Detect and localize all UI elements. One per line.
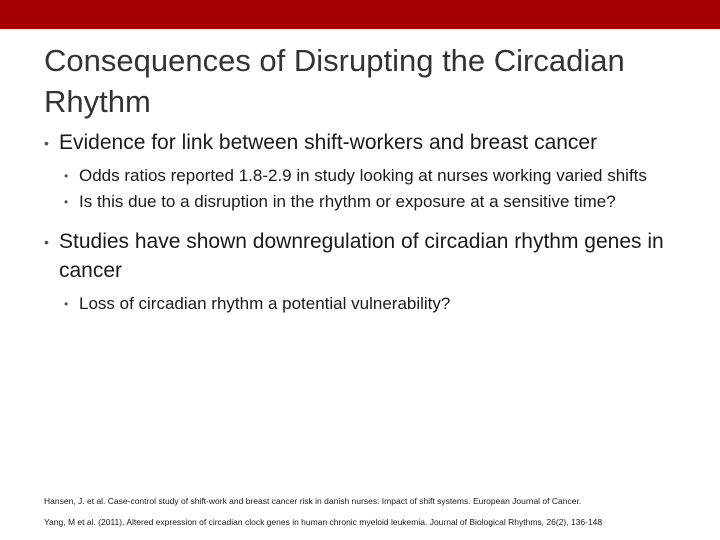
sub-bullet-text: Loss of circadian rhythm a potential vulnerability? [79, 294, 451, 313]
bullet-dot-icon: • [44, 234, 49, 250]
bullet-dot-icon: • [64, 195, 69, 209]
top-accent-bar [0, 0, 720, 29]
sub-bullet-odds-ratios [64, 165, 684, 187]
bullet-text: Evidence for link between shift-workers and breast cancer [59, 131, 598, 154]
slide-body [44, 128, 684, 315]
sub-bullet-disruption-question [64, 191, 684, 213]
bullet-dot-icon: • [64, 297, 69, 311]
bullet-shift-workers [44, 128, 684, 157]
references [44, 496, 704, 528]
reference-yang: Yang, M et al. (2011). Altered expression of circadian clock genes in human chronic myeloid leukemia. Journal of Biological Rhythms, 26(2), 136-148 [44, 517, 603, 527]
sub-bullet-text: Odds ratios reported 1.8-2.9 in study looking at nurses working varied shifts [79, 166, 647, 185]
sub-bullet-text: Is this due to a disruption in the rhythm or exposure at a sensitive time? [79, 192, 616, 211]
bullet-dot-icon: • [44, 135, 49, 151]
bullet-dot-icon: • [64, 169, 69, 183]
bullet-text: Studies have shown downregulation of circadian rhythm genes in cancer [59, 230, 664, 282]
slide-title: Consequences of Disrupting the Circadian Rhythm [44, 43, 625, 119]
sub-bullet-vulnerability [64, 293, 684, 315]
bullet-downregulation [44, 227, 684, 285]
reference-hansen: Hansen, J. et al. Case-control study of shift-work and breast cancer risk in danish nurses: Impact of shift systems. European Journal of Cancer. [44, 496, 582, 506]
